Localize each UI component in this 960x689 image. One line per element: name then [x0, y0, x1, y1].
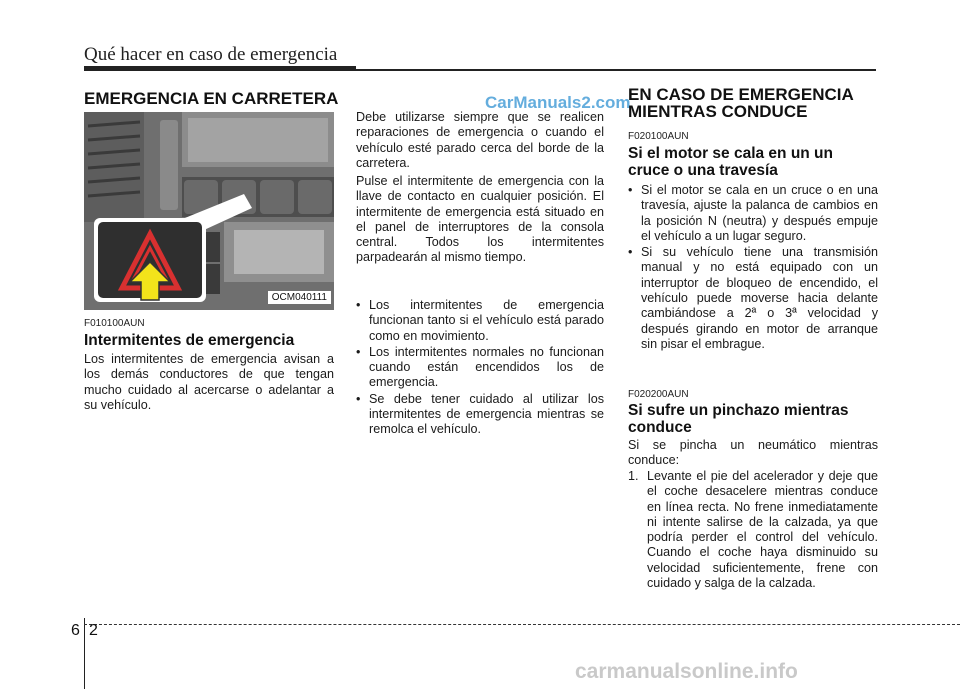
- chapter-number: 6: [71, 622, 80, 639]
- header-rule-thin: [356, 69, 876, 71]
- step-text: Levante el pie del acelerador y deje que el coche desacelere mientras conduce en línea recta. No frene inmediatamente ni intente salirse de la calzada, ya que podría perder el control del vehículo. Cuando el coche haya disminuido su velocidad suficientemente, frene con cuidado y salga de la calzada.: [647, 469, 878, 591]
- section-code: F010100AUN: [84, 318, 145, 329]
- numbered-list: [628, 469, 878, 591]
- subhead-motor-cala: Si el motor se cala en un un: [628, 145, 833, 162]
- dashboard-illustration: [84, 112, 334, 310]
- hazard-switch-photo: [84, 112, 334, 310]
- list-item: • Los intermitentes de emergencia funcionan tanto si el vehículo está parado como en movimiento.: [356, 298, 604, 344]
- bullet-list: [628, 183, 878, 353]
- subhead-pinchazo-line2: conduce: [628, 419, 692, 436]
- page-divider-dashed: [84, 624, 960, 625]
- image-reference-label: OCM040111: [268, 291, 331, 304]
- subhead-pinchazo: Si sufre un pinchazo mientras: [628, 402, 849, 419]
- list-item: • Si el motor se cala en un cruce o en una travesía, ajuste la palanca de cambios en la posición N (neutra) y después empuje el vehículo a un lugar seguro.: [628, 183, 878, 244]
- watermark-link[interactable]: CarManuals2.com: [485, 93, 631, 112]
- section-title-en-caso: EN CASO DE EMERGENCIA: [628, 85, 854, 104]
- page-header-title: Qué hacer en caso de emergencia: [84, 44, 338, 65]
- page-number: 2: [89, 622, 98, 639]
- subhead-intermitentes: Intermitentes de emergencia: [84, 332, 295, 349]
- section-title-mientras-conduce: MIENTRAS CONDUCE: [628, 102, 808, 121]
- section-code: F020100AUN: [628, 131, 689, 142]
- step-number: 1.: [628, 469, 639, 483]
- section-title-emergencia-carretera: EMERGENCIA EN CARRETERA: [84, 89, 339, 108]
- section-code: F020200AUN: [628, 389, 689, 400]
- subhead-motor-cala-line2: cruce o una travesía: [628, 162, 778, 179]
- list-item: • Los intermitentes normales no funcionan cuando están encendidos los de emergencia.: [356, 345, 604, 391]
- body-paragraph: Si se pincha un neumático mientras conduce:: [628, 438, 878, 468]
- footer-watermark-link[interactable]: carmanualsonline.info: [575, 660, 798, 683]
- body-paragraph: Los intermitentes de emergencia avisan a los demás conductores de que tengan mucho cuidado al acercarse o adelantar a su vehículo.: [84, 352, 334, 412]
- bullet-list: [356, 298, 604, 439]
- list-item: • Se debe tener cuidado al utilizar los intermitentes de emergencia mientras se remolca el vehículo.: [356, 392, 604, 438]
- header-rule: [84, 66, 356, 71]
- list-item: [628, 469, 878, 591]
- list-item: • Si su vehículo tiene una transmisión manual y no está equipado con un interruptor de bloqueo de encendido, el vehículo puede moverse hacia delante cambiándose a 2ª o 3ª velocidad y después girando en motor de arranque sin pisar el embrague.: [628, 245, 878, 352]
- body-paragraph: Pulse el intermitente de emergencia con la llave de contacto en cualquier posición. El intermitente de emergencia está situado en el panel de interruptores de la consola central. Todos los intermitentes parpadearán al mismo tiempo.: [356, 174, 604, 265]
- page-divider-vertical: [84, 618, 85, 689]
- body-paragraph: Debe utilizarse siempre que se realicen reparaciones de emergencia o cuando el vehículo esté parado cerca del borde de la carretera.: [356, 110, 604, 170]
